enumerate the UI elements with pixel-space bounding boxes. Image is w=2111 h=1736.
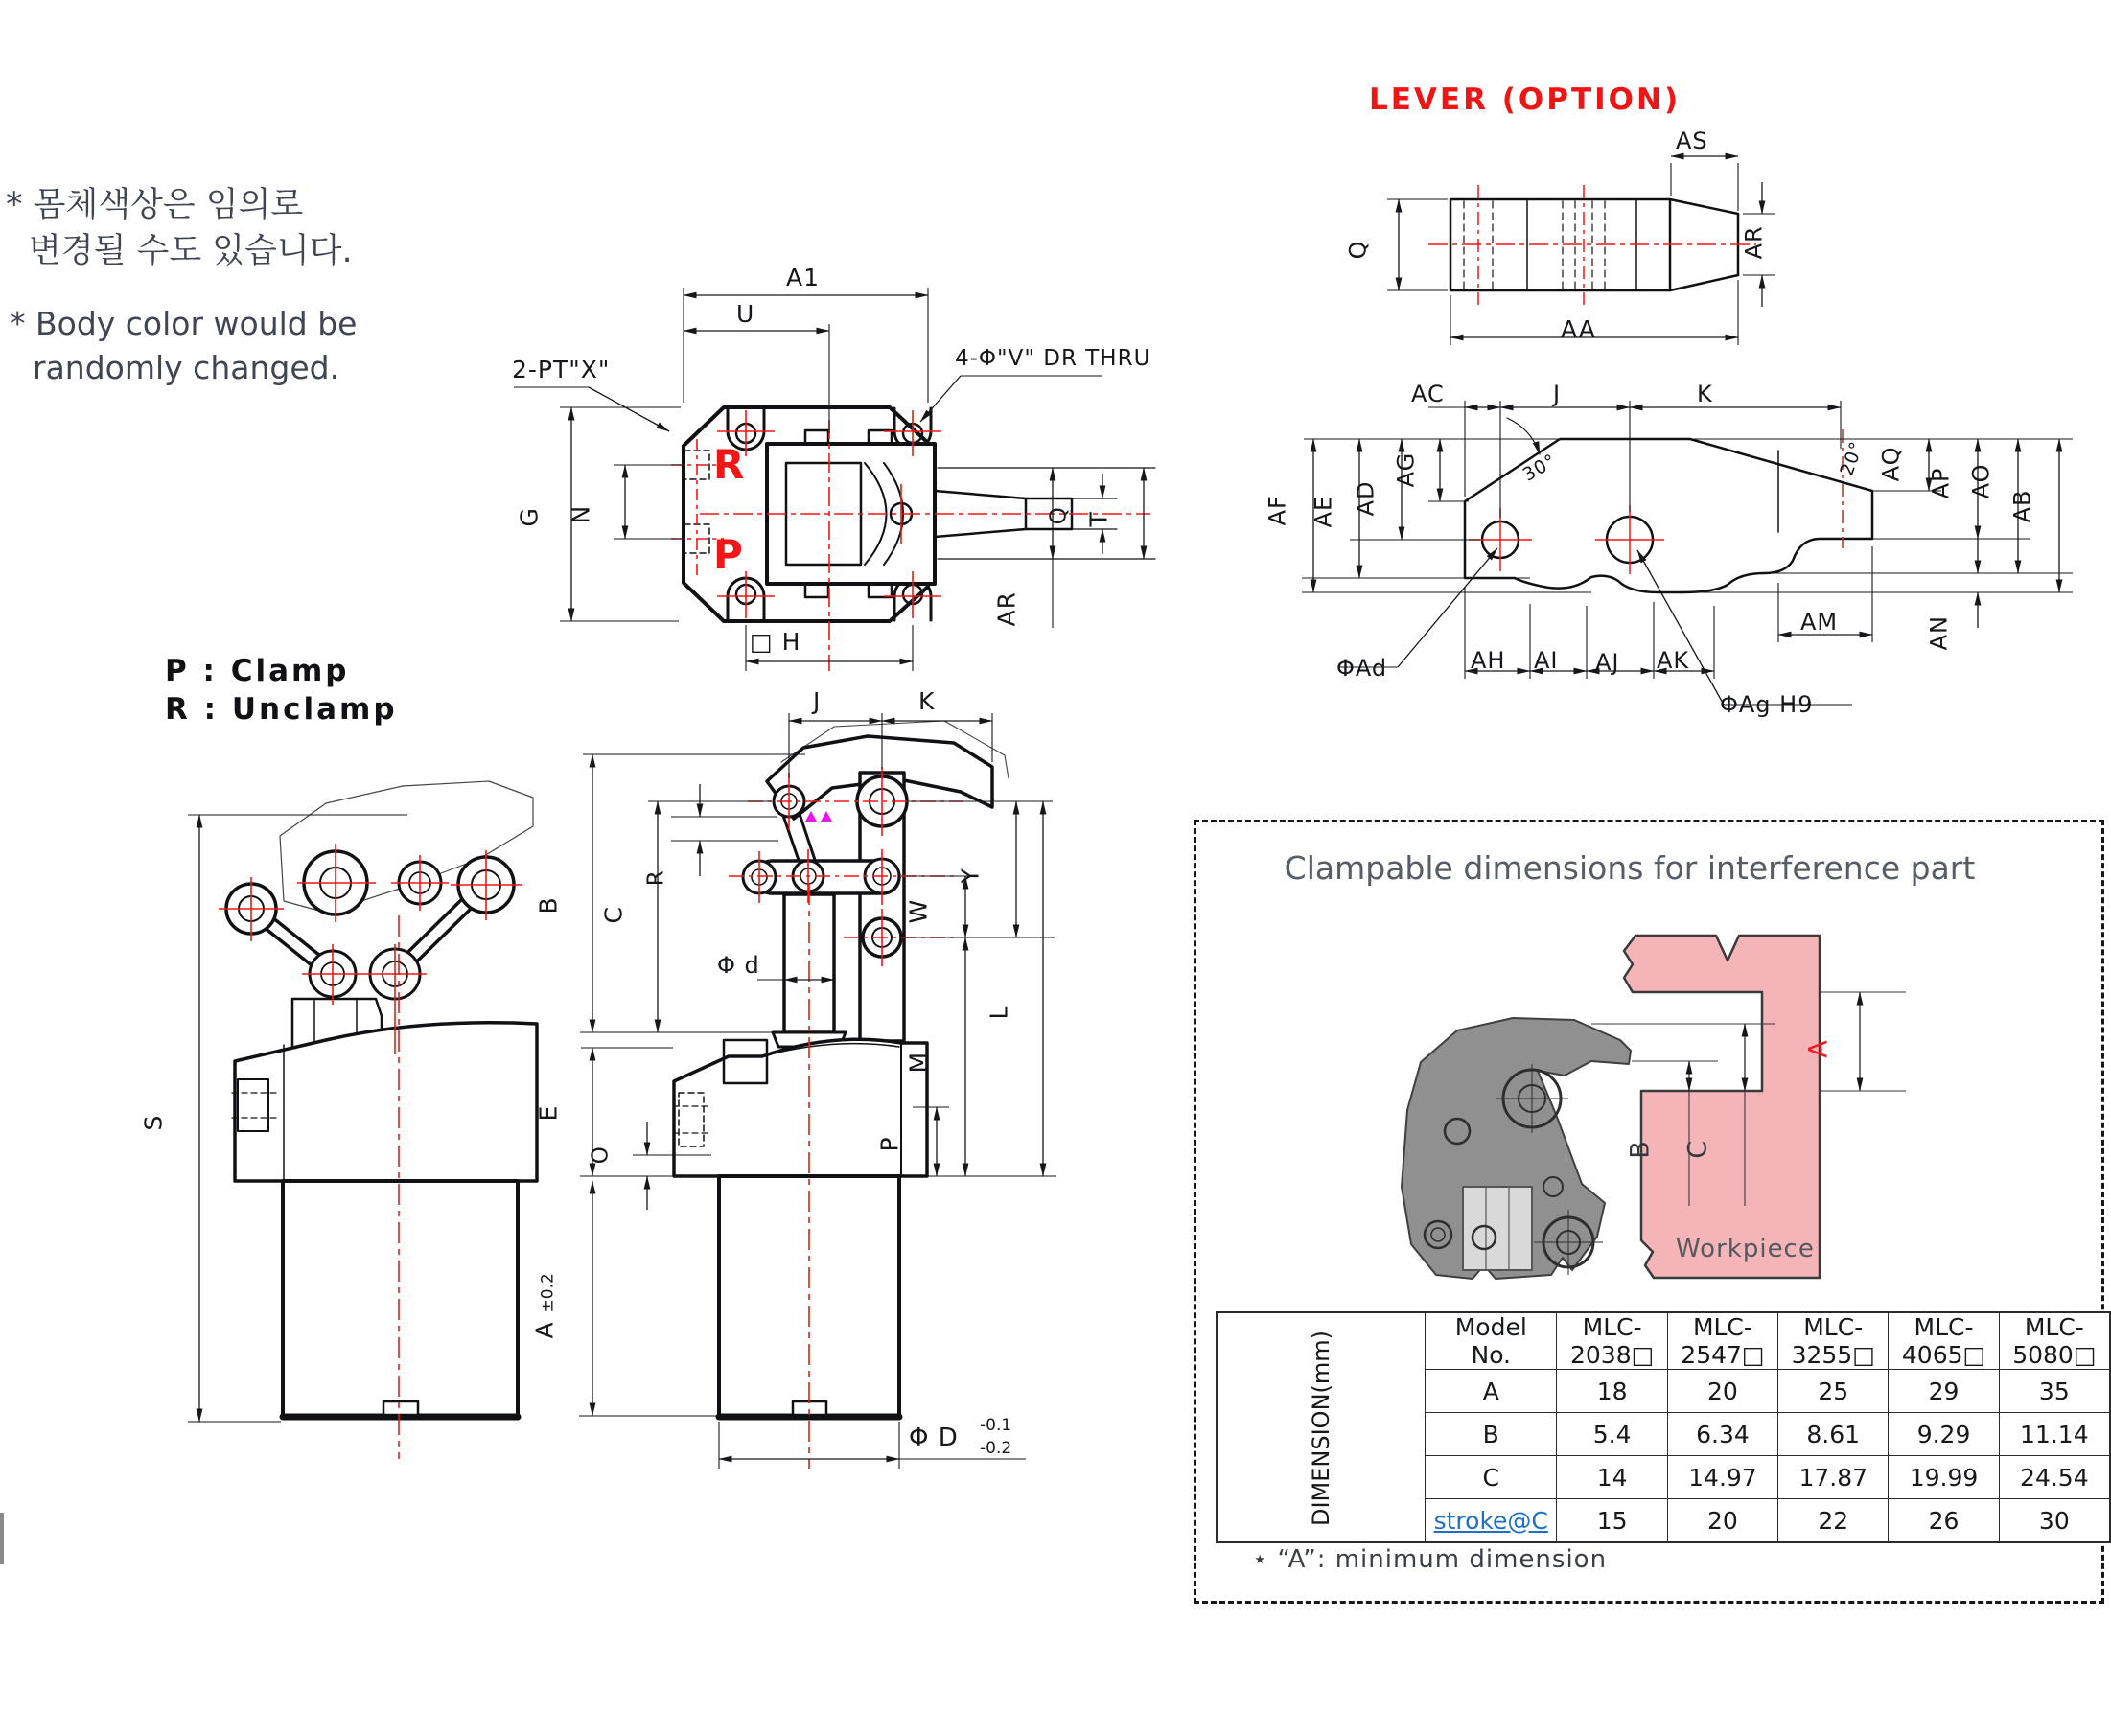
spec-cell: 5.4	[1557, 1413, 1667, 1456]
english-note-line2: randomly changed.	[33, 349, 340, 386]
dim-l: L	[985, 1005, 1013, 1020]
dim-c-clampable: C	[1682, 1139, 1713, 1159]
dim-c: C	[599, 906, 628, 924]
dim-tol-bottom: -0.2	[980, 1439, 1012, 1458]
lever-top-drawing	[1450, 199, 1738, 290]
english-note-line1: * Body color would be	[10, 305, 358, 342]
model-no-header: Model No.	[1426, 1312, 1557, 1370]
dim-a-clampable: A	[1803, 1039, 1834, 1058]
lever-side-drawing	[1465, 418, 1872, 592]
dimension-unit-label: DIMENSION(mm)	[1217, 1312, 1426, 1542]
row-label-B: B	[1426, 1413, 1557, 1456]
dim-t: T	[1084, 511, 1113, 527]
korean-note-line2: 변경될 수도 있습니다.	[29, 232, 353, 270]
dim-af: AF	[1264, 495, 1291, 526]
spec-cell: 24.54	[1999, 1456, 2110, 1499]
spec-cell: 35	[1999, 1370, 2110, 1413]
dim-r-front: R	[643, 869, 669, 887]
spec-cell: 18	[1557, 1370, 1667, 1413]
dim-ac: AC	[1411, 381, 1445, 407]
model-header: MLC-5080□	[1999, 1312, 2110, 1370]
port-r-label: R	[713, 441, 746, 488]
spec-cell: 25	[1778, 1370, 1889, 1413]
dim-ao: AO	[1967, 463, 1995, 499]
spec-cell: 30	[1999, 1499, 2110, 1543]
dim-m: M	[904, 1051, 933, 1074]
dim-p-front: P	[875, 1136, 904, 1152]
model-header: MLC-4065□	[1889, 1312, 1999, 1370]
dim-aa: AA	[1561, 315, 1596, 343]
row-label-A: A	[1426, 1370, 1557, 1413]
dim-b: B	[534, 896, 563, 914]
dim-w: W	[904, 898, 933, 924]
dim-n: N	[567, 504, 595, 524]
dim-ai: AI	[1534, 647, 1559, 674]
dim-ad: AD	[1352, 480, 1380, 517]
spec-cell: 29	[1889, 1370, 1999, 1413]
legend-p-clamp: P : Clamp	[165, 654, 350, 688]
label-drill-thru: 4-Φ"V" DR THRU	[955, 346, 1151, 371]
dim-phi-d: Φ d	[717, 952, 760, 979]
dim-k-front: K	[918, 687, 936, 715]
dim-phi-dd: Φ D	[909, 1424, 959, 1452]
dim-j-front: J	[813, 687, 822, 715]
port-p-label: P	[713, 531, 744, 578]
dim-ah: AH	[1471, 647, 1506, 674]
dim-q-lever: Q	[1344, 240, 1372, 260]
spec-cell: 22	[1778, 1499, 1889, 1543]
front-view-drawing	[673, 721, 1009, 1417]
spec-cell: 19.99	[1889, 1456, 1999, 1499]
dim-y: Y	[956, 868, 985, 884]
dim-ae: AE	[1310, 495, 1337, 528]
lever-option-title: LEVER (OPTION)	[1369, 82, 1682, 117]
dim-aq: AQ	[1877, 446, 1905, 482]
row-label-C: C	[1426, 1456, 1557, 1499]
workpiece-label: Workpiece	[1676, 1235, 1815, 1263]
clampable-title: Clampable dimensions for interference part	[1284, 849, 1976, 887]
dim-ak: AK	[1657, 647, 1690, 674]
spec-cell: 20	[1667, 1370, 1777, 1413]
spec-cell: 17.87	[1778, 1456, 1889, 1499]
spec-cell: 15	[1557, 1499, 1667, 1543]
dim-j-lever: J	[1553, 381, 1562, 407]
spec-cell: 14.97	[1667, 1456, 1777, 1499]
dim-u: U	[736, 300, 755, 328]
spec-cell: 8.61	[1778, 1413, 1889, 1456]
spec-cell: 20	[1667, 1499, 1777, 1543]
dim-o: O	[588, 1146, 614, 1165]
legend-r-unclamp: R : Unclamp	[165, 692, 398, 727]
dim-ag: AG	[1392, 451, 1420, 488]
spec-cell: 9.29	[1889, 1413, 1999, 1456]
dim-g: G	[515, 507, 544, 527]
spec-table	[1216, 1311, 2111, 1543]
korean-note-line1: * 몸체색상은 임의로	[6, 186, 304, 224]
model-header: MLC-3255□	[1778, 1312, 1889, 1370]
side-view-drawing	[226, 781, 537, 1417]
dim-s: S	[139, 1114, 168, 1131]
angle-20: 20°	[1836, 438, 1868, 479]
dim-phi-ad: ΦAd	[1336, 655, 1388, 682]
minimum-dimension-note: ⋆ “A”: minimum dimension	[1252, 1545, 1608, 1574]
dim-e: E	[534, 1104, 563, 1122]
spec-cell: 6.34	[1667, 1413, 1777, 1456]
dim-am: AM	[1800, 609, 1839, 636]
dim-aj: AJ	[1595, 649, 1620, 676]
row-label-stroke@C[interactable]: stroke@C	[1426, 1499, 1557, 1543]
dim-h: □ H	[750, 628, 801, 656]
dim-q-top: Q	[1046, 506, 1072, 525]
angle-30: 30°	[1519, 450, 1561, 486]
dim-ar-lever: AR	[1740, 225, 1768, 260]
dim-k-lever: K	[1697, 381, 1713, 407]
edge-artifact	[0, 1513, 4, 1564]
dim-tol-top: -0.1	[980, 1416, 1012, 1435]
dim-an: AN	[1925, 615, 1953, 651]
spec-cell: 11.14	[1999, 1413, 2110, 1456]
model-header: MLC-2038□	[1557, 1312, 1667, 1370]
spec-cell: 14	[1557, 1456, 1667, 1499]
dim-phi-ag: ΦAg H9	[1720, 691, 1814, 718]
dim-a1: A1	[786, 264, 821, 291]
dim-ab: AB	[2008, 489, 2036, 523]
dim-b-clampable: B	[1625, 1140, 1656, 1159]
dim-ar-top: AR	[992, 591, 1021, 627]
model-header: MLC-2547□	[1667, 1312, 1777, 1370]
dim-ap: AP	[1927, 467, 1955, 499]
label-pt-x: 2-PT"X"	[512, 356, 611, 383]
dim-a-tol: A ±0.2	[530, 1273, 559, 1339]
spec-cell: 26	[1889, 1499, 1999, 1543]
dim-as: AS	[1676, 127, 1708, 154]
